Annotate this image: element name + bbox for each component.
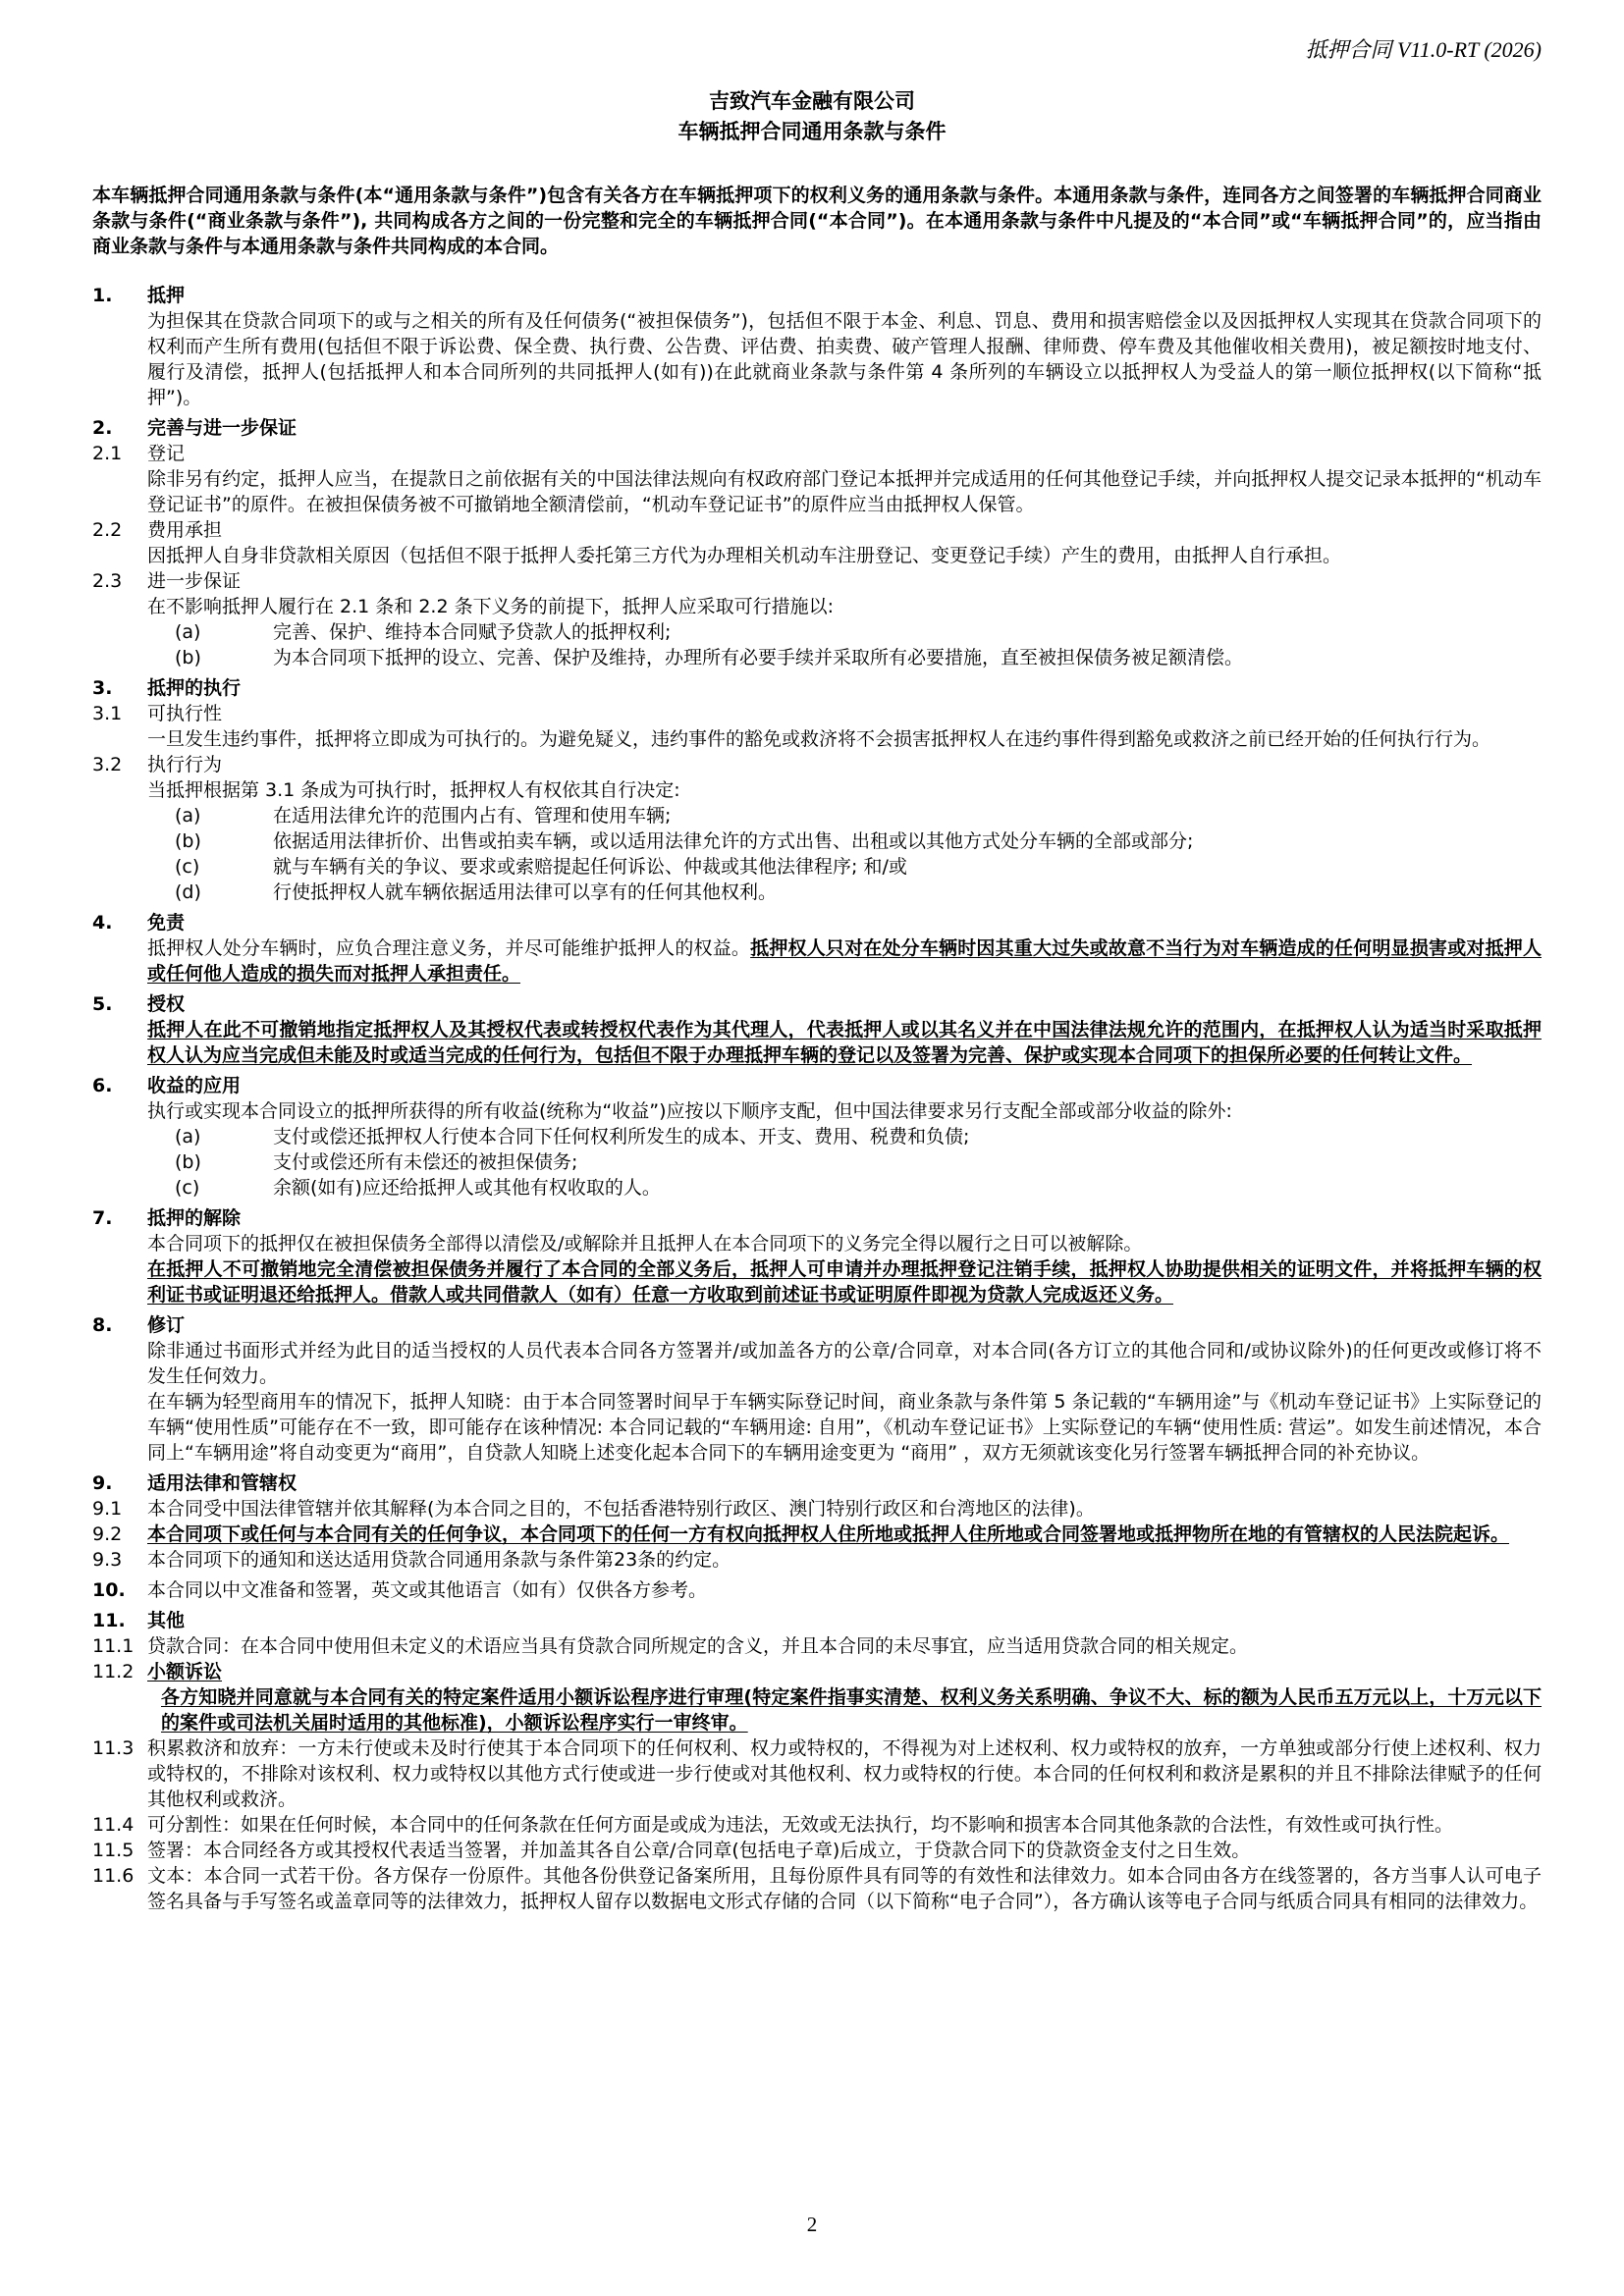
subitem-letter: (b) <box>175 647 201 668</box>
clause-row <box>92 283 1542 410</box>
clause-row <box>92 991 1542 1068</box>
clause-heading: 执行行为 <box>147 754 223 775</box>
clause-number: 6. <box>92 1075 113 1096</box>
text-run: 为担保其在贷款合同项下的或与之相关的所有及任何债务(“被担保债务”)，包括但不限于本金、利息、罚息、费用和损害赔偿金以及因抵押权人实现其在贷款合同项下的权利而产生所有费用(包括但不限于诉讼费、保全费、执行费、公告费、评估费、拍卖费、破产管理人报酬、律师费、停车费及其他催收相关费用)，被足额按时地支付、履行及清偿，抵押人(包括抵押人和本合同所列的共同抵押人(如有))在此就商业条款与条件第 4 条所列的车辆设立以抵押权人为受益人的第一顺位抵押权(以下简称“抵押”)。 <box>147 310 1542 408</box>
clause-content <box>147 568 1542 670</box>
text-run: 贷款合同：在本合同中使用但未定义的术语应当具有贷款合同所规定的含义，并且本合同的未尽事宜，应当适用贷款合同的相关规定。 <box>147 1635 1249 1657</box>
clause-number: 2.1 <box>92 443 123 464</box>
clause-subitem <box>175 1124 1542 1149</box>
clauses <box>92 283 1542 1914</box>
clause-content <box>147 1633 1542 1659</box>
clause-heading: 进一步保证 <box>147 570 242 592</box>
clause-content <box>147 1312 1542 1466</box>
clause-heading: 免责 <box>147 912 186 934</box>
clause-number: 7. <box>92 1207 113 1229</box>
text-run: 一旦发生违约事件，抵押将立即成为可执行的。为避免疑义，违约事件的豁免或救济将不会损害抵押权人在违约事件得到豁免或救济之前已经开始的任何执行行为。 <box>147 728 1491 750</box>
subitem-letter: (b) <box>175 1151 201 1173</box>
page-number: 2 <box>806 2213 818 2236</box>
clause-paragraph <box>147 1256 1542 1308</box>
clause-content <box>147 1496 1542 1522</box>
company-title: 吉致汽车金融有限公司 <box>709 89 915 113</box>
clause-row <box>92 1633 1542 1659</box>
clause-paragraph <box>147 726 1542 752</box>
clause-content <box>147 1547 1542 1573</box>
subitem-text <box>273 880 1542 905</box>
clause-subitem <box>175 619 1542 645</box>
clause-number: 1. <box>92 285 113 306</box>
clause-paragraph <box>147 1863 1542 1914</box>
text-run: 积累救济和放弃：一方未行使或未及时行使其于本合同项下的任何权利、权力或特权的，不得视为对上述权利、权力或特权的放弃，一方单独或部分行使上述权利、权力或特权的，不排除对该权利、权力或特权以其他方式行使或进一步行使或对其他权利、权力或特权的行使。本合同的任何权利和救济是累积的并且不排除法律赋予的任何其他权利或救济。 <box>147 1737 1542 1810</box>
clause-row <box>92 441 1542 517</box>
text-run: 本合同项下或任何与本合同有关的任何争议，本合同项下的任何一方有权向抵押权人住所地或抵押人住所地或合同签署地或抵押物所在地的有管辖权的人民法院起诉。 <box>147 1523 1510 1545</box>
clause-content <box>147 441 1542 517</box>
text-run: 因抵押人自身非贷款相关原因（包括但不限于抵押人委托第三方代为办理相关机动车注册登记、变更登记手续）产生的费用，由抵押人自行承担。 <box>147 545 1342 566</box>
text-run: 抵押权人处分车辆时，应负合理注意义务，并尽可能维护抵押人的权益。 <box>147 937 751 959</box>
clause-paragraph <box>147 466 1542 517</box>
clause-number: 4. <box>92 912 113 934</box>
contract-body <box>0 183 1624 1914</box>
clause-number: 2.2 <box>92 519 123 541</box>
clause-content <box>147 517 1542 568</box>
text-run: 文本：本合同一式若干份。各方保存一份原件。其他各份供登记备案所用，且每份原件具有同等的有效性和法律效力。如本合同由各方在线签署的，各方当事人认可电子签名具备与手写签名或盖章同等的法律效力，抵押权人留存以数据电文形式存储的合同（以下简称“电子合同”），各方确认该等电子合同与纸质合同具有相同的法律效力。 <box>147 1865 1542 1912</box>
clause-paragraph <box>147 1735 1542 1812</box>
clause-subitem <box>175 803 1542 828</box>
subitem-text <box>273 1149 1542 1175</box>
clause-row <box>92 1577 1542 1603</box>
clause-row <box>92 1312 1542 1466</box>
clause-heading: 可执行性 <box>147 703 223 724</box>
clause-heading: 费用承担 <box>147 519 223 541</box>
clause-paragraph <box>147 1547 1542 1573</box>
doc-title: 车辆抵押合同通用条款与条件 <box>677 120 947 143</box>
clause-content <box>147 1577 1542 1603</box>
clause-number: 2. <box>92 417 113 439</box>
clause-row <box>92 1496 1542 1522</box>
text-run: 为本合同项下抵押的设立、完善、保护及维持，办理所有必要手续并采取所有必要措施，直至被担保债务被足额清偿。 <box>273 647 1244 668</box>
clause-paragraph <box>147 1496 1542 1522</box>
clause-number: 9.1 <box>92 1498 123 1520</box>
clause-row <box>92 1608 1542 1633</box>
text-run: 行使抵押权人就车辆依据适用法律可以享有的任何其他权利。 <box>273 881 778 903</box>
clause-row <box>92 1735 1542 1812</box>
clause-row <box>92 568 1542 670</box>
subitem-letter: (a) <box>175 1126 201 1148</box>
clause-heading: 其他 <box>147 1610 186 1631</box>
text-run: 本合同项下的抵押仅在被担保债务全部得以清偿及/或解除并且抵押人在本合同项下的义务完全得以履行之日可以被解除。 <box>147 1233 1143 1255</box>
clause-paragraph <box>147 1812 1542 1838</box>
clause-content <box>147 1659 1542 1735</box>
clause-row <box>92 1522 1542 1547</box>
clause-heading: 收益的应用 <box>147 1075 242 1096</box>
clause-row <box>92 701 1542 752</box>
clause-content <box>147 1735 1542 1812</box>
clause-number: 9. <box>92 1472 113 1494</box>
subitem-letter: (b) <box>175 830 201 852</box>
clause-subitem <box>175 645 1542 670</box>
clause-number: 2.3 <box>92 570 123 592</box>
clause-content <box>147 991 1542 1068</box>
clause-subitem <box>175 880 1542 905</box>
text-run: 本合同以中文准备和签署，英文或其他语言（如有）仅供各方参考。 <box>147 1579 708 1601</box>
clause-number: 11. <box>92 1610 126 1631</box>
text-run: 当抵押根据第 3.1 条成为可执行时，抵押权人有权依其自行决定: <box>147 779 680 801</box>
clause-paragraph <box>147 543 1542 568</box>
subitem-letter: (a) <box>175 621 201 643</box>
clause-content <box>147 1522 1542 1547</box>
text-run: 在抵押人不可撤销地完全清偿被担保债务并履行了本合同的全部义务后，抵押人可申请并办理抵押登记注销手续，抵押权人协助提供相关的证明文件，并将抵押车辆的权利证书或证明退还给抵押人。借款人或共同借款人（如有）任意一方收取到前述证书或证明原件即视为贷款人完成返还义务。 <box>147 1258 1542 1306</box>
clause-content <box>147 1812 1542 1838</box>
clause-row <box>92 675 1542 701</box>
subitem-letter: (a) <box>175 805 201 827</box>
clause-subitem <box>175 1175 1542 1201</box>
clause-number: 11.5 <box>92 1840 135 1861</box>
clause-subitem <box>175 854 1542 880</box>
subitem-text <box>273 803 1542 828</box>
clause-heading: 抵押的解除 <box>147 1207 242 1229</box>
clause-heading: 登记 <box>147 443 186 464</box>
clause-content <box>147 415 1542 441</box>
clause-paragraph <box>147 1684 1542 1735</box>
clause-heading: 适用法律和管辖权 <box>147 1472 298 1494</box>
clause-paragraph <box>147 1098 1542 1124</box>
clause-number: 9.2 <box>92 1523 123 1545</box>
clause-content <box>147 1608 1542 1633</box>
clause-subitem <box>175 828 1542 854</box>
version-label: 抵押合同 V11.0-RT (2026) <box>1305 37 1542 62</box>
clause-number: 8. <box>92 1314 113 1336</box>
title-block <box>0 0 1624 147</box>
text-run: 支付或偿还所有未偿还的被担保债务; <box>273 1151 578 1173</box>
clause-row <box>92 1073 1542 1201</box>
subitem-text <box>273 1124 1542 1149</box>
clause-content <box>147 1863 1542 1914</box>
clause-paragraph <box>147 1577 1542 1603</box>
clause-paragraph <box>147 1017 1542 1068</box>
text-run: 各方知晓并同意就与本合同有关的特定案件适用小额诉讼程序进行审理(特定案件指事实清楚、权利义务关系明确、争议不大、标的额为人民币五万元以上，十万元以下的案件或司法机关届时适用的其他标准)，小额诉讼程序实行一审终审。 <box>161 1686 1542 1734</box>
subitem-text <box>273 828 1542 854</box>
clause-content <box>147 1838 1542 1863</box>
clause-content <box>147 752 1542 905</box>
text-run: 在不影响抵押人履行在 2.1 条和 2.2 条下义务的前提下，抵押人应采取可行措施以: <box>147 596 834 617</box>
text-run: 在适用法律允许的范围内占有、管理和使用车辆; <box>273 805 672 827</box>
clause-heading: 授权 <box>147 993 186 1015</box>
text-run: 本合同受中国法律管辖并依其解释(为本合同之目的，不包括香港特别行政区、澳门特别行政区和台湾地区的法律)。 <box>147 1498 1095 1520</box>
text-run: 签署：本合同经各方或其授权代表适当签署，并加盖其各自公章/合同章(包括电子章)后成立，于贷款合同下的贷款资金支付之日生效。 <box>147 1840 1251 1861</box>
clause-paragraph <box>147 308 1542 410</box>
clause-content <box>147 910 1542 987</box>
text-run: 在车辆为轻型商用车的情况下，抵押人知晓：由于本合同签署时间早于车辆实际登记时间，商业条款与条件第 5 条记载的“车辆用途”与《机动车登记证书》上实际登记的车辆“使用性质”可能存在不一致，即可能存在该种情况: 本合同记载的“车辆用途: 自用”，《机动车登记证书》上实际登记的车辆“使用性质: 营运”。如发生前述情况，本合同上“车辆用途”将自动变更为“商用”，自贷款人知晓上述变化起本合同下的车辆用途变更为 “商用” ，双方无须就该变化另行签署车辆抵押合同的补充协议。 <box>147 1391 1542 1464</box>
clause-row <box>92 517 1542 568</box>
clause-row <box>92 910 1542 987</box>
clause-number: 11.4 <box>92 1814 135 1836</box>
clause-row <box>92 1547 1542 1573</box>
clause-row <box>92 752 1542 905</box>
clause-heading: 抵押 <box>147 285 186 306</box>
subitem-letter: (c) <box>175 1177 200 1199</box>
clause-number: 3.2 <box>92 754 123 775</box>
clause-content <box>147 1470 1542 1496</box>
clause-content <box>147 1073 1542 1201</box>
text-run: 抵押权人只对在处分车辆时因其重大过失或故意不当行为对车辆造成的任何明显损害或对抵押人或任何他人造成的损失而对抵押人承担责任。 <box>147 937 1542 985</box>
subitem-text <box>273 854 1542 880</box>
subitem-text <box>273 645 1542 670</box>
clause-row <box>92 1205 1542 1308</box>
clause-number: 11.3 <box>92 1737 135 1759</box>
text-run: 除非通过书面形式并经为此目的适当授权的人员代表本合同各方签署并/或加盖各方的公章/合同章，对本合同(各方订立的其他合同和/或协议除外)的任何更改或修订将不发生任何效力。 <box>147 1340 1542 1387</box>
clause-number: 3.1 <box>92 703 123 724</box>
clause-number: 5. <box>92 993 113 1015</box>
clause-content <box>147 1205 1542 1308</box>
clause-content <box>147 675 1542 701</box>
clause-paragraph <box>147 1838 1542 1863</box>
text-run: 支付或偿还抵押权人行使本合同下任何权利所发生的成本、开支、费用、税费和负债; <box>273 1126 970 1148</box>
clause-paragraph <box>147 935 1542 987</box>
clause-paragraph <box>147 594 1542 619</box>
clause-paragraph <box>147 1338 1542 1389</box>
subitem-letter: (c) <box>175 856 200 878</box>
text-run: 完善、保护、维持本合同赋予贷款人的抵押权利; <box>273 621 672 643</box>
clause-number: 11.1 <box>92 1635 135 1657</box>
text-run: 余额(如有)应还给抵押人或其他有权收取的人。 <box>273 1177 661 1199</box>
intro-paragraph: 本车辆抵押合同通用条款与条件(本“通用条款与条件”)包含有关各方在车辆抵押项下的权利义务的通用条款与条件。本通用条款与条件，连同各方之间签署的车辆抵押合同商业条款与条件(“商业条款与条件”), 共同构成各方之间的一份完整和完全的车辆抵押合同(“本合同”)。在本通用条款与条件中凡提及的“本合同”或“车辆抵押合同”的，应当指由商业条款与条件与本通用条款与条件共同构成的本合同。 <box>92 185 1542 257</box>
clause-number: 11.6 <box>92 1865 135 1887</box>
clause-row <box>92 1838 1542 1863</box>
text-run: 可分割性：如果在任何时候，本合同中的任何条款在任何方面是或成为违法，无效或无法执行，均不影响和损害本合同其他条款的合法性，有效性或可执行性。 <box>147 1814 1454 1836</box>
clause-row <box>92 415 1542 441</box>
subitem-text <box>273 619 1542 645</box>
clause-content <box>147 701 1542 752</box>
clause-number: 3. <box>92 677 113 699</box>
clause-number: 11.2 <box>92 1661 135 1682</box>
text-run: 本合同项下的通知和送达适用贷款合同通用条款与条件第23条的约定。 <box>147 1549 731 1571</box>
clause-heading: 抵押的执行 <box>147 677 242 699</box>
clause-row <box>92 1863 1542 1914</box>
text-run: 就与车辆有关的争议、要求或索赔提起任何诉讼、仲裁或其他法律程序; 和/或 <box>273 856 907 878</box>
clause-number: 9.3 <box>92 1549 123 1571</box>
clause-row <box>92 1659 1542 1735</box>
clause-paragraph <box>147 1633 1542 1659</box>
clause-paragraph <box>147 1389 1542 1466</box>
clause-paragraph <box>147 1522 1542 1547</box>
clause-heading: 完善与进一步保证 <box>147 417 298 439</box>
clause-number: 10. <box>92 1579 126 1601</box>
subitem-letter: (d) <box>175 881 201 903</box>
text-run: 依据适用法律折价、出售或拍卖车辆，或以适用法律允许的方式出售、出租或以其他方式处分车辆的全部或部分; <box>273 830 1194 852</box>
text-run: 执行或实现本合同设立的抵押所获得的所有收益(统称为“收益”)应按以下顺序支配，但中国法律要求另行支配全部或部分收益的除外: <box>147 1100 1232 1122</box>
clause-subitem <box>175 1149 1542 1175</box>
clause-paragraph <box>147 777 1542 803</box>
clause-heading: 修订 <box>147 1314 186 1336</box>
clause-row <box>92 1812 1542 1838</box>
clause-content <box>147 283 1542 410</box>
clause-row <box>92 1470 1542 1496</box>
text-run: 除非另有约定，抵押人应当，在提款日之前依据有关的中国法律法规向有权政府部门登记本抵押并完成适用的任何其他登记手续，并向抵押权人提交记录本抵押的“机动车登记证书”的原件。在被担保债务被不可撤销地全额清偿前，“机动车登记证书”的原件应当由抵押权人保管。 <box>147 468 1542 515</box>
clause-paragraph <box>147 1231 1542 1256</box>
text-run: 抵押人在此不可撤销地指定抵押权人及其授权代表或转授权代表作为其代理人，代表抵押人或以其名义并在中国法律法规允许的范围内，在抵押权人认为适当时采取抵押权人认为应当完成但未能及时或适当完成的任何行为，包括但不限于办理抵押车辆的登记以及签署为完善、保护或实现本合同项下的担保所必要的任何转让文件。 <box>147 1019 1542 1066</box>
clause-heading: 小额诉讼 <box>147 1661 223 1682</box>
subitem-text <box>273 1175 1542 1201</box>
